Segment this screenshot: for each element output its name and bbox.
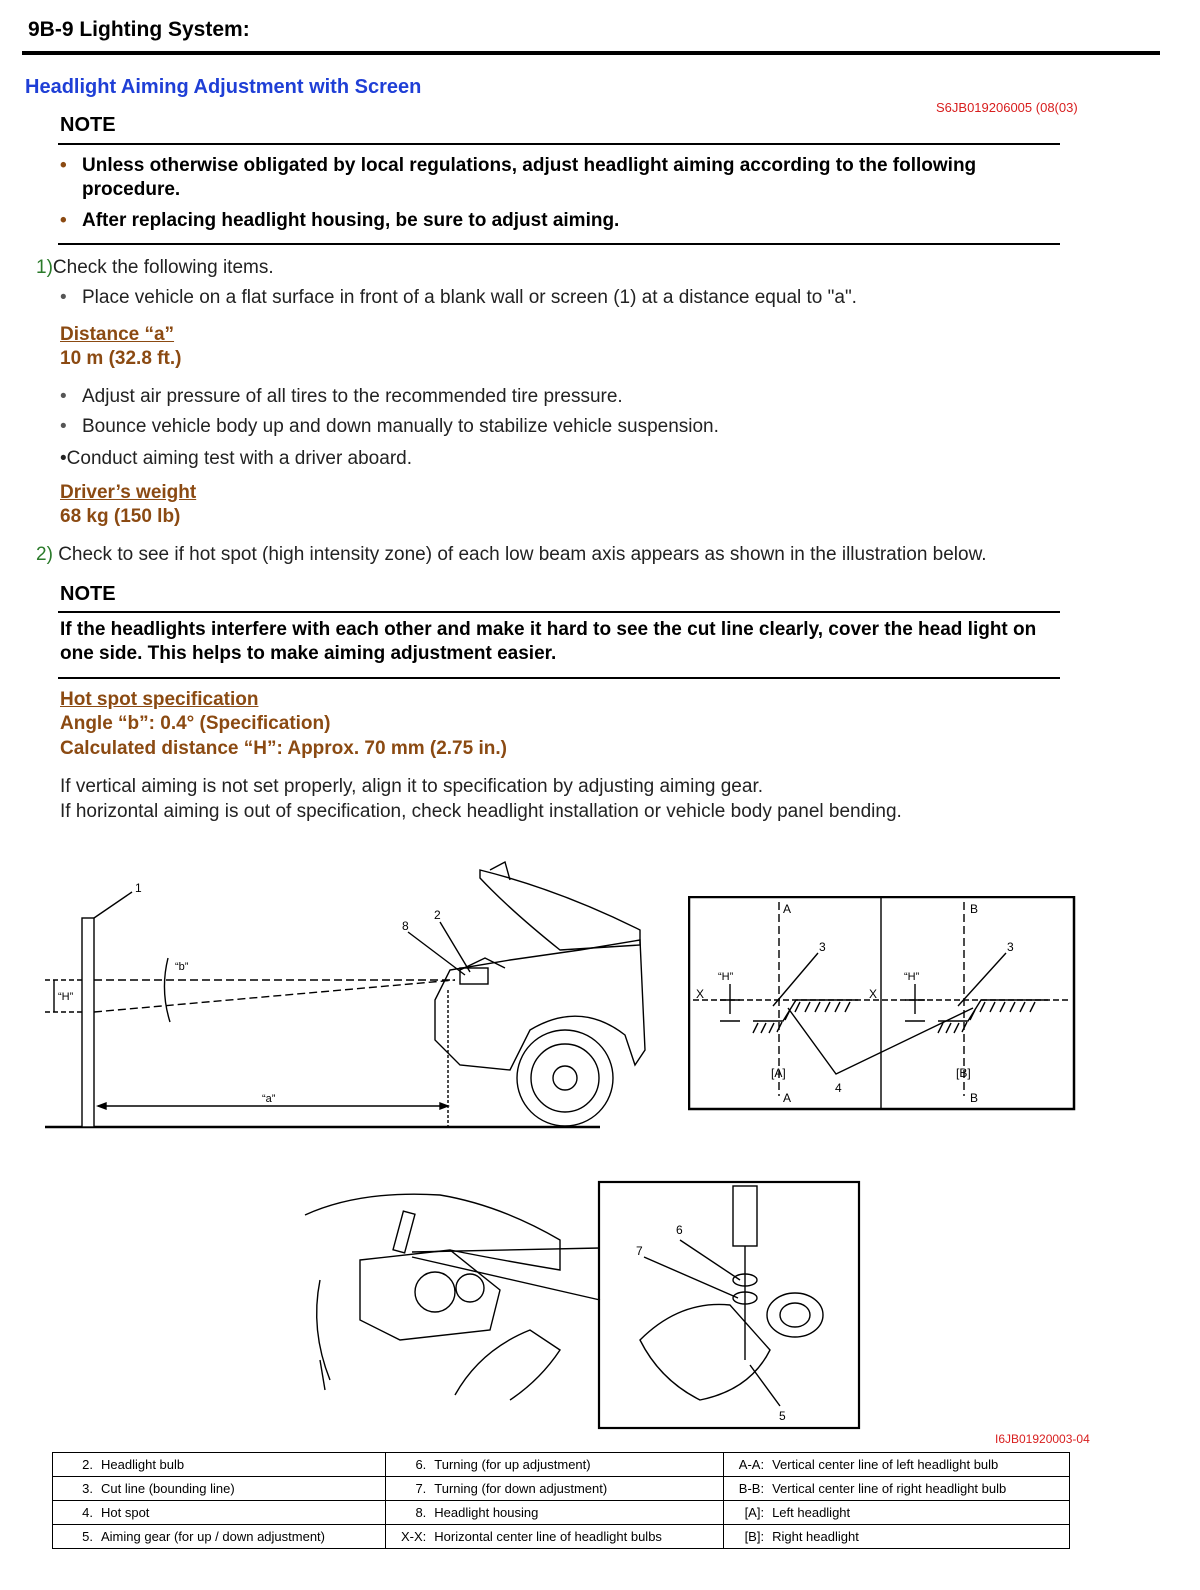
note-rule-bottom — [58, 243, 1060, 245]
step1-bullet: • Place vehicle on a flat surface in front of a blank wall or screen (1) at a distance equal to "a". — [60, 287, 857, 308]
step-number: 1) — [36, 257, 53, 278]
spec-label-distance: Distance “a” — [60, 324, 175, 345]
section-title: Headlight Aiming Adjustment with Screen — [25, 76, 422, 98]
header-rule — [22, 51, 1160, 55]
note-rule-top — [58, 611, 1060, 613]
label-B-bottom: B — [970, 1091, 979, 1105]
legend-table — [52, 1452, 1070, 1549]
screen-view-diagram — [688, 896, 1076, 1112]
note-item: • Unless otherwise obligated by local regulations, adjust headlight aiming according to the following procedure. — [60, 155, 977, 200]
step1-bullet: • Adjust air pressure of all tires to the recommended tire pressure. — [60, 386, 623, 407]
label-4: 4 — [835, 1081, 842, 1095]
label-B-bracket: [B] — [956, 1066, 971, 1080]
label-3-right: 3 — [1007, 940, 1014, 954]
step1-bullet: • Bounce vehicle body up and down manually to stabilize vehicle suspension. — [60, 416, 719, 437]
spec-label-weight: Driver’s weight — [60, 482, 197, 503]
spec-label-hotspot: Hot spot specification — [60, 689, 259, 710]
label-3-left: 3 — [819, 940, 826, 954]
bullet-icon: • — [60, 416, 67, 437]
step1: 1)Check the following items. — [36, 257, 274, 278]
spec-value-angle: Angle “b”: 0.4° (Specification) — [60, 713, 331, 734]
note-heading: NOTE — [60, 114, 116, 136]
spec-value-distance-h: Calculated distance “H”: Approx. 70 mm (2.75 in.) — [60, 738, 507, 759]
figure-code: I6JB01920003-04 — [995, 1432, 1090, 1446]
label-B-top: B — [970, 902, 979, 916]
bullet-icon: • — [60, 155, 67, 176]
label-2: 2 — [434, 908, 441, 922]
note-rule-top — [58, 143, 1060, 145]
label-5: 5 — [779, 1409, 786, 1423]
page-header: 9B-9 Lighting System: — [28, 18, 250, 41]
bullet-icon: • — [60, 210, 67, 231]
section-code: S6JB019206005 (08(03) — [936, 100, 1078, 115]
step-number: 2) — [36, 544, 53, 565]
label-b: “b” — [175, 961, 189, 973]
table-row: 4. Hot spot 8. Headlight housing [A]: Left headlight — [53, 1501, 1070, 1525]
label-A-bracket: [A] — [771, 1066, 786, 1080]
label-H: “H” — [58, 991, 74, 1003]
note-heading: NOTE — [60, 583, 116, 605]
label-a: “a” — [262, 1093, 276, 1105]
step2: 2) Check to see if hot spot (high intensity zone) of each low beam axis appears as shown in the illustration below. — [36, 544, 987, 565]
table-row: 3. Cut line (bounding line) 7. Turning (for down adjustment) B-B: Vertical center line of right headlight bulb — [53, 1477, 1070, 1501]
label-A-top: A — [783, 902, 792, 916]
step1-bullet: •Conduct aiming test with a driver aboard. — [60, 448, 412, 469]
note-text: If the headlights interfere with each other and make it hard to see the cut line clearly, cover the head light on one side. This helps to make aiming adjustment easier. — [60, 619, 1037, 664]
label-x-left: X — [696, 987, 705, 1001]
spec-value-distance: 10 m (32.8 ft.) — [60, 348, 182, 369]
note-rule-bottom — [58, 677, 1060, 679]
label-H-right: “H” — [904, 971, 920, 983]
label-H-left: “H” — [718, 971, 734, 983]
label-8: 8 — [402, 919, 409, 933]
aiming-gear-diagram — [300, 1180, 865, 1430]
label-6: 6 — [676, 1223, 683, 1237]
label-1: 1 — [135, 881, 142, 895]
table-row: 5. Aiming gear (for up / down adjustment) X-X: Horizontal center line of headlight bulbs [B]: Right headlight — [53, 1525, 1070, 1549]
aiming-text: If vertical aiming is not set properly, align it to specification by adjusting aiming gear. — [60, 776, 763, 797]
aiming-text: If horizontal aiming is out of specification, check headlight installation or vehicle body panel bending. — [60, 801, 902, 822]
note-item: • After replacing headlight housing, be sure to adjust aiming. — [60, 210, 620, 231]
spec-value-weight: 68 kg (150 lb) — [60, 506, 181, 527]
bullet-icon: • — [60, 287, 67, 308]
label-A-bottom: A — [783, 1091, 792, 1105]
bullet-icon: • — [60, 386, 67, 407]
label-7: 7 — [636, 1244, 643, 1258]
table-row: 2. Headlight bulb 6. Turning (for up adjustment) A-A: Vertical center line of left headlight bulb — [53, 1453, 1070, 1477]
label-x-right: X — [869, 987, 878, 1001]
side-view-diagram — [40, 850, 660, 1140]
